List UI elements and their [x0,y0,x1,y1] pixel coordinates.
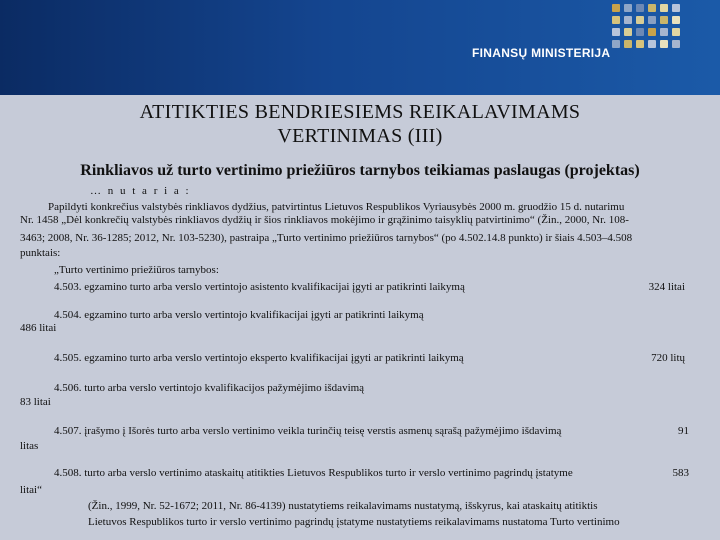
nutaria-text: … n u t a r i a : [90,185,191,197]
logo-dot [660,16,668,24]
item-4508-text: 4.508. turto arba verslo vertinimo ataskaitų atitikties Lietuvos Respublikos turto ir verslo vertinimo pagrindų įstatyme [54,467,573,479]
item-4508-value-number: 583 [672,467,689,479]
item-4504-text: 4.504. egzamino turto arba verslo vertintojo kvalifikacijai įgyti ar patikrinti laikymą [54,309,424,321]
paragraph-line: 3463; 2008, Nr. 36-1285; 2012, Nr. 103-5230), pastraipa „Turto vertinimo priežiūros tarnybos“ (po 4.502.14.8 punkto) ir šiais 4.503–4.508 [20,232,633,244]
slide-title [0,100,720,148]
logo-dot-grid [612,4,680,48]
slide-subtitle: Rinkliavos už turto vertinimo priežiūros tarnybos teikiamas paslaugas (projektas) [80,162,640,179]
title-line-2: VERTINIMAS (III) [277,125,443,147]
logo-dot [672,40,680,48]
logo-dot [648,40,656,48]
item-4508-value-unit: litai“ [20,484,42,496]
item-4507-value-unit: litas [20,440,39,452]
logo-dot [672,16,680,24]
logo-dot [648,28,656,36]
logo-dot [636,28,644,36]
logo-dot [672,28,680,36]
paragraph-line: Papildyti konkrečius valstybės rinkliavos dydžius, patvirtintus Lietuvos Respublikos Vyriausybės 2000 m. gruodžio 15 d. nutarimu [48,201,625,213]
logo-dot [624,16,632,24]
logo-dot [624,28,632,36]
item-4506-value: 83 litai [20,396,51,408]
logo-dot [636,4,644,12]
logo-dot [648,16,656,24]
item-4505-text: 4.505. egzamino turto arba verslo vertintojo eksperto kvalifikacijai įgyti ar patikrinti laikymą [54,352,464,364]
paragraph-line: punktais: [20,247,61,259]
item-4506-text: 4.506. turto arba verslo vertintojo kvalifikacijos pažymėjimo išdavimą [54,382,365,394]
logo-dot [636,16,644,24]
item-4503-value: 324 litai [648,281,685,293]
paragraph-line: Nr. 1458 „Dėl konkrečių valstybės rinkliavos dydžių ir šios rinkliavos mokėjimo ir grąžinimo taisyklių patvirtinimo“ (Žin., 2000, Nr. 108- [20,214,629,226]
header-banner [0,0,720,95]
logo-dot [624,4,632,12]
logo-dot [624,40,632,48]
item-4505-value: 720 litų [651,352,685,364]
logo-dot [612,16,620,24]
item-4507-text: 4.507. įrašymo į Išorės turto arba verslo vertinimo veikla turinčių teisę verstis asmenų sąrašą pažymėjimo išdavimą [54,425,562,437]
logo-dot [612,4,620,12]
quote-heading: „Turto vertinimo priežiūros tarnybos: [54,264,219,276]
logo-dot [660,40,668,48]
title-line-1: ATITIKTIES BENDRIESIEMS REIKALAVIMAMS [139,101,581,123]
paragraph-line: (Žin., 1999, Nr. 52-1672; 2011, Nr. 86-4139) nustatytiems reikalavimams nustatymą, išskyrus, kai ataskaitų atitiktis [88,500,598,512]
logo-dot [612,40,620,48]
logo-dot [660,28,668,36]
logo-dot [672,4,680,12]
logo-dot [612,28,620,36]
logo-dot [636,40,644,48]
paragraph-line: Lietuvos Respublikos turto ir verslo vertinimo pagrindų įstatyme nustatytiems reikalavimams nustatoma Turto vertinimo [88,516,620,528]
item-4504-value: 486 litai [20,322,57,334]
ministry-logo-text: FINANSŲ MINISTERIJA [472,46,611,60]
logo-dot [648,4,656,12]
logo-dot [660,4,668,12]
item-4503-text: 4.503. egzamino turto arba verslo vertintojo asistento kvalifikacijai įgyti ar patikrinti laikymą [54,281,465,293]
item-4507-value-number: 91 [678,425,689,437]
